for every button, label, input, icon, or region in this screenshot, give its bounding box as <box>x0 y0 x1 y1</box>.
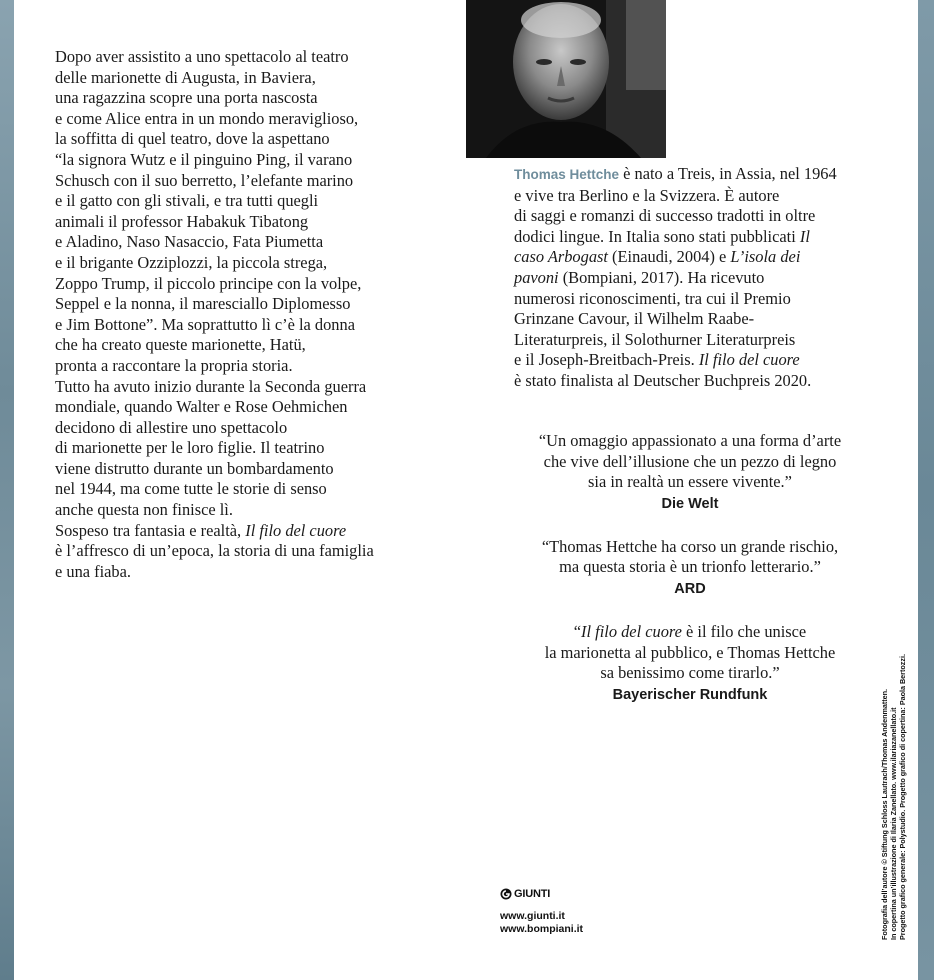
bio-text: (Einaudi, 2004) e <box>607 247 731 267</box>
credit-line: In copertina un’illustrazione di Ilaria Zanellato. www.ilariazanellato.it <box>889 707 898 940</box>
publisher-block <box>500 888 583 936</box>
book-title: Il <box>799 226 810 246</box>
bio-text: Grinzane Cavour, il Wilhelm Raabe- <box>514 309 755 329</box>
synopsis-line: e il brigante Ozziplozzi, la piccola strega, <box>55 252 328 272</box>
synopsis-line: Schusch con il suo berretto, l’elefante marino <box>55 170 354 190</box>
synopsis-line: la soffitta di quel teatro, dove la aspettano <box>55 129 330 149</box>
bio-text: e il Joseph-Breitbach-Preis. <box>514 350 699 370</box>
quote-line: sa benissimo come tirarlo.” <box>600 663 780 683</box>
synopsis-line: e Aladino, Naso Nasaccio, Fata Piumetta <box>55 232 324 252</box>
giunti-logo-icon <box>500 888 512 900</box>
credit-line: Fotografia dell’autore © Stiftung Schloss Lautrach/Thomas Andenmatten. <box>880 688 889 940</box>
synopsis-line: Zoppo Trump, il piccolo principe con la volpe, <box>55 273 362 293</box>
author-name: Thomas Hettche <box>514 167 620 182</box>
synopsis-line: delle marionette di Augusta, in Baviera, <box>55 67 316 87</box>
synopsis-text <box>55 47 425 582</box>
press-quote <box>514 537 866 600</box>
press-quote <box>514 622 866 706</box>
bio-text: è nato a Treis, in Assia, nel 1964 <box>619 164 837 183</box>
synopsis-line: animali il professor Habakuk Tibatong <box>55 211 309 231</box>
synopsis-line: Dopo aver assistito a uno spettacolo al teatro <box>55 47 349 66</box>
synopsis-line: e come Alice entra in un mondo meraviglioso, <box>55 108 359 128</box>
synopsis-line: Seppel e la nonna, il maresciallo Diplomesso <box>55 294 351 314</box>
bio-text: numerosi riconoscimenti, tra cui il Premio <box>514 288 791 308</box>
synopsis-line: e il gatto con gli stivali, e tra tutti quegli <box>55 191 319 211</box>
synopsis-line: anche questa non finisce lì. <box>55 500 233 520</box>
synopsis-line: pronta a raccontare la propria storia. <box>55 355 293 375</box>
background-right-strip <box>918 0 934 980</box>
synopsis-fragment: Sospeso tra fantasia e realtà, <box>55 520 246 540</box>
synopsis-line <box>55 521 425 542</box>
synopsis-line: e Jim Bottone”. Ma soprattutto lì c’è la donna <box>55 314 355 334</box>
giunti-website-link[interactable]: www.giunti.it <box>500 910 565 922</box>
credits-text <box>880 640 907 940</box>
author-bio <box>514 164 864 392</box>
press-quote <box>514 431 866 515</box>
back-cover-page <box>14 0 918 980</box>
author-portrait-image <box>466 0 666 158</box>
synopsis-line: mondiale, quando Walter e Rose Oehmichen <box>55 397 348 417</box>
giunti-logo <box>500 888 583 900</box>
quote-line <box>514 622 866 643</box>
book-title: pavoni <box>514 267 559 287</box>
quote-line: “Thomas Hettche ha corso un grande rischio, <box>541 536 839 556</box>
bio-text: Literaturpreis, il Solothurner Literaturpreis <box>514 329 796 349</box>
synopsis-line: decidono di allestire uno spettacolo <box>55 417 288 437</box>
quote-source: Bayerischer Rundfunk <box>612 686 768 703</box>
bio-text: (Bompiani, 2017). Ha ricevuto <box>558 267 765 287</box>
quote-line: che vive dell’illusione che un pezzo di legno <box>543 451 837 471</box>
author-photo <box>466 0 666 158</box>
quote-source: ARD <box>674 580 706 597</box>
bio-text: e vive tra Berlino e la Svizzera. È autore <box>514 185 780 205</box>
synopsis-line: e una fiaba. <box>55 561 131 581</box>
bio-text: dodici lingue. In Italia sono stati pubblicati <box>514 226 800 246</box>
book-title: Il filo del cuore <box>581 621 682 641</box>
background-left-strip <box>0 0 14 980</box>
bio-text: è stato finalista al Deutscher Buchpreis 2020. <box>514 370 812 390</box>
book-title: L’isola dei <box>730 247 801 267</box>
synopsis-line: di marionette per le loro figlie. Il teatrino <box>55 438 325 458</box>
synopsis-line: “la signora Wutz e il pinguino Ping, il varano <box>55 149 353 169</box>
bompiani-website-link[interactable]: www.bompiani.it <box>500 923 584 935</box>
press-quotes <box>514 431 866 706</box>
synopsis-line: che ha creato queste marionette, Hatü, <box>55 335 306 355</box>
quote-source: Die Welt <box>661 495 719 512</box>
credit-line: Progetto grafico generale: Polystudio. Progetto grafico di copertina: Paola Bertozzi. <box>898 654 907 940</box>
book-title: caso Arbogast <box>514 247 608 267</box>
quote-line: “Un omaggio appassionato a una forma d’arte <box>538 431 842 450</box>
synopsis-line: è l’affresco di un’epoca, la storia di una famiglia <box>55 541 374 561</box>
publisher-name: GIUNTI <box>514 888 551 900</box>
book-title: Il filo del cuore <box>698 350 800 370</box>
synopsis-line: Tutto ha avuto inizio durante la Seconda guerra <box>55 376 367 396</box>
bio-text: di saggi e romanzi di successo tradotti in oltre <box>514 206 816 226</box>
quote-fragment: è il filo che unisce <box>681 621 807 641</box>
quote-line: sia in realtà un essere vivente.” <box>588 472 792 492</box>
quote-line: la marionetta al pubblico, e Thomas Hettche <box>544 642 836 662</box>
quote-line: ma questa storia è un trionfo letterario.” <box>559 557 821 577</box>
quote-mark: “ <box>573 621 582 641</box>
book-title: Il filo del cuore <box>245 520 347 540</box>
synopsis-line: viene distrutto durante un bombardamento <box>55 458 334 478</box>
synopsis-line: nel 1944, ma come tutte le storie di senso <box>55 479 327 499</box>
synopsis-line: una ragazzina scopre una porta nascosta <box>55 88 318 108</box>
